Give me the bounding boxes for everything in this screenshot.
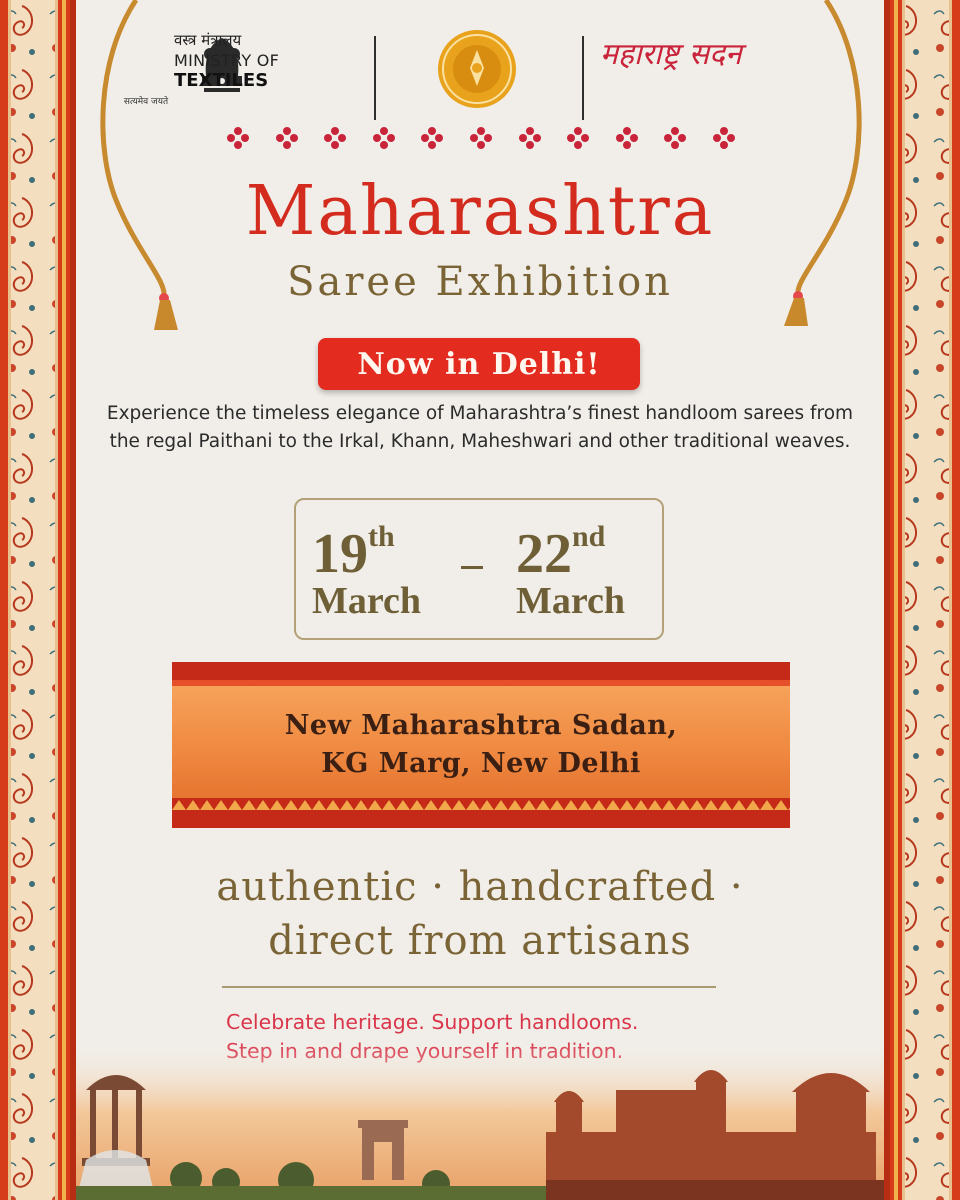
flower-icon [469, 126, 493, 150]
flower-icon [323, 126, 347, 150]
end-month: March [516, 580, 626, 622]
flower-icon [518, 126, 542, 150]
tagline-line-2: direct from artisans [268, 918, 692, 964]
venue-line-1: New Maharashtra Sadan, [284, 710, 678, 741]
maharashtra-sadan-logo: महाराष्ट्र सदन [600, 37, 742, 72]
now-in-delhi-badge [318, 338, 640, 390]
paisley-pattern-right [884, 0, 960, 1200]
ministry-name-hindi: वस्त्र मंत्रालय [174, 31, 242, 49]
logo-divider-2 [582, 36, 584, 120]
end-day: 22 [516, 523, 572, 585]
closing-line-1: Celebrate heritage. Support handlooms. [226, 1010, 639, 1034]
start-day: 19 [312, 523, 368, 585]
right-saree-border [884, 0, 960, 1200]
venue-banner [172, 662, 790, 828]
exhibition-description: Experience the timeless elegance of Maharashtra’s finest handloom sarees from the regal Paithani to the Irkal, Khann, Maheshwari and other traditional weaves. [106, 403, 854, 452]
date-range-dash [461, 566, 483, 569]
venue-panel [172, 686, 790, 798]
flower-ornament-row [226, 126, 736, 150]
flower-icon [712, 126, 736, 150]
venue-bottom-trim [172, 798, 790, 828]
start-day-suffix: th [368, 520, 395, 553]
flower-icon [372, 126, 396, 150]
poster-content [76, 0, 884, 1200]
maharashtra-seal-icon [436, 28, 518, 110]
start-date [312, 520, 422, 622]
emblem-motto: सत्यमेव जयते [123, 97, 169, 107]
delhi-monuments-illustration [76, 1040, 884, 1200]
flower-icon [663, 126, 687, 150]
flower-icon [566, 126, 590, 150]
poster-subtitle: Saree Exhibition [287, 259, 673, 305]
left-saree-border [0, 0, 76, 1200]
logo-divider [374, 36, 376, 120]
tagline-line-1: authentic · handcrafted · [216, 864, 744, 910]
venue-top-trim [172, 662, 790, 686]
start-month: March [312, 580, 422, 622]
ministry-name-line1: MINISTRY OF [174, 51, 280, 70]
badge-label: Now in Delhi! [357, 346, 601, 382]
end-date [516, 520, 626, 622]
venue-line-2: KG Marg, New Delhi [321, 748, 641, 779]
end-day-suffix: nd [572, 520, 606, 553]
flower-icon [615, 126, 639, 150]
flower-icon [275, 126, 299, 150]
horizontal-divider [222, 986, 716, 988]
ministry-name-line2: TEXTILES [174, 70, 269, 91]
flower-icon [226, 126, 250, 150]
flower-icon [420, 126, 444, 150]
paisley-pattern-left [0, 0, 76, 1200]
poster-title: Maharashtra [245, 172, 715, 251]
